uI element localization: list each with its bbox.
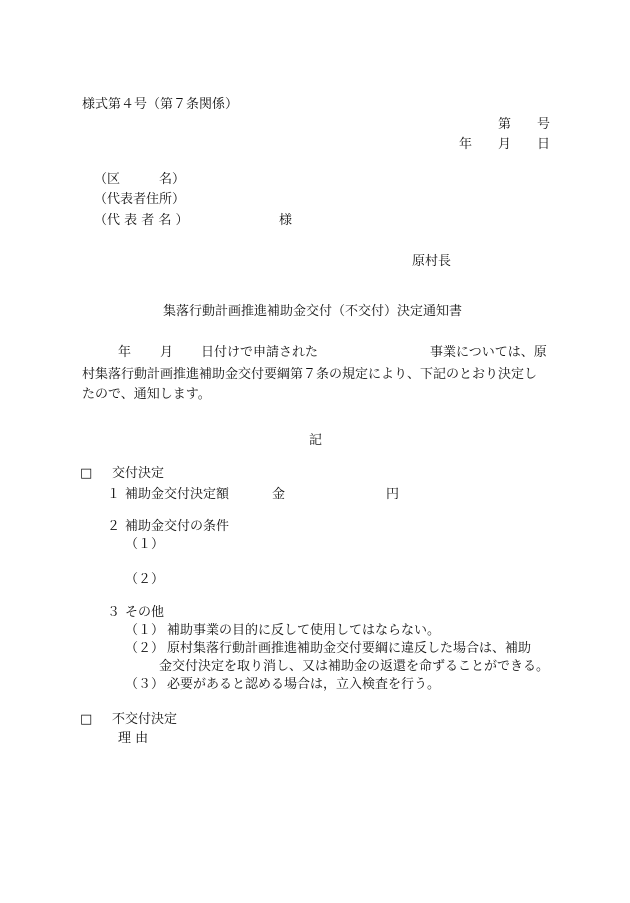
item3-sub2-number: （２）	[125, 641, 165, 656]
document-title: 集落行動計画推進補助金交付（不交付）決定通知書	[163, 304, 463, 319]
sender: 原村長	[412, 254, 452, 269]
addressee-honorific: 様	[279, 213, 293, 228]
grant-label: 交付決定	[112, 466, 165, 481]
item2-sub2: （２）	[125, 572, 165, 587]
item3-sub2-text-a: 原村集落行動計画推進補助金交付要綱に違反した場合は、補助	[167, 641, 532, 656]
item2-sub1: （１）	[125, 537, 165, 552]
item3-sub1-text: 補助事業の目的に反して使用してはならない。	[167, 623, 441, 638]
body-month-label: 月	[160, 345, 174, 360]
grant-checkbox: □	[80, 466, 93, 481]
item3-sub2-text-b: 金交付決定を取り消し、又は補助金の返還を命ずることができる。	[159, 659, 550, 674]
document-number: 第 号	[497, 117, 550, 132]
body-year-label: 年	[118, 345, 132, 360]
body-line-3: たので、通知します。	[82, 387, 211, 402]
item3-label: その他	[125, 605, 165, 620]
ki-heading: 記	[309, 433, 323, 448]
body-project: 事業については、原	[430, 345, 547, 360]
addressee-district: （区 名）	[94, 172, 186, 187]
nongrant-reason: 理 由	[118, 731, 149, 746]
item2-number: ２	[107, 519, 121, 534]
item1-label: 補助金交付決定額	[125, 487, 230, 502]
item2-label: 補助金交付の条件	[125, 519, 230, 534]
addressee-rep-address: （代表者住所）	[94, 192, 186, 207]
document-date: 年 月 日	[458, 137, 550, 152]
nongrant-checkbox: □	[80, 712, 93, 727]
nongrant-label: 不交付決定	[112, 712, 178, 727]
item3-number: ３	[107, 605, 121, 620]
body-line-2: 村集落行動計画推進補助金交付要綱第７条の規定により、下記のとおり決定し	[82, 367, 538, 382]
item3-sub3-number: （３）	[125, 677, 165, 692]
form-id: 様式第４号（第７条関係）	[82, 97, 239, 112]
item1-number: １	[107, 487, 121, 502]
item3-sub1-number: （１）	[125, 623, 165, 638]
body-applied-date: 日付けで申請された	[201, 345, 319, 360]
item3-sub3-text: 必要があると認める場合は，立入検査を行う。	[167, 677, 441, 692]
item1-yen: 円	[386, 487, 400, 502]
item1-kin: 金	[272, 487, 286, 502]
addressee-rep-name: （代 表 者 名 ）	[94, 213, 189, 228]
